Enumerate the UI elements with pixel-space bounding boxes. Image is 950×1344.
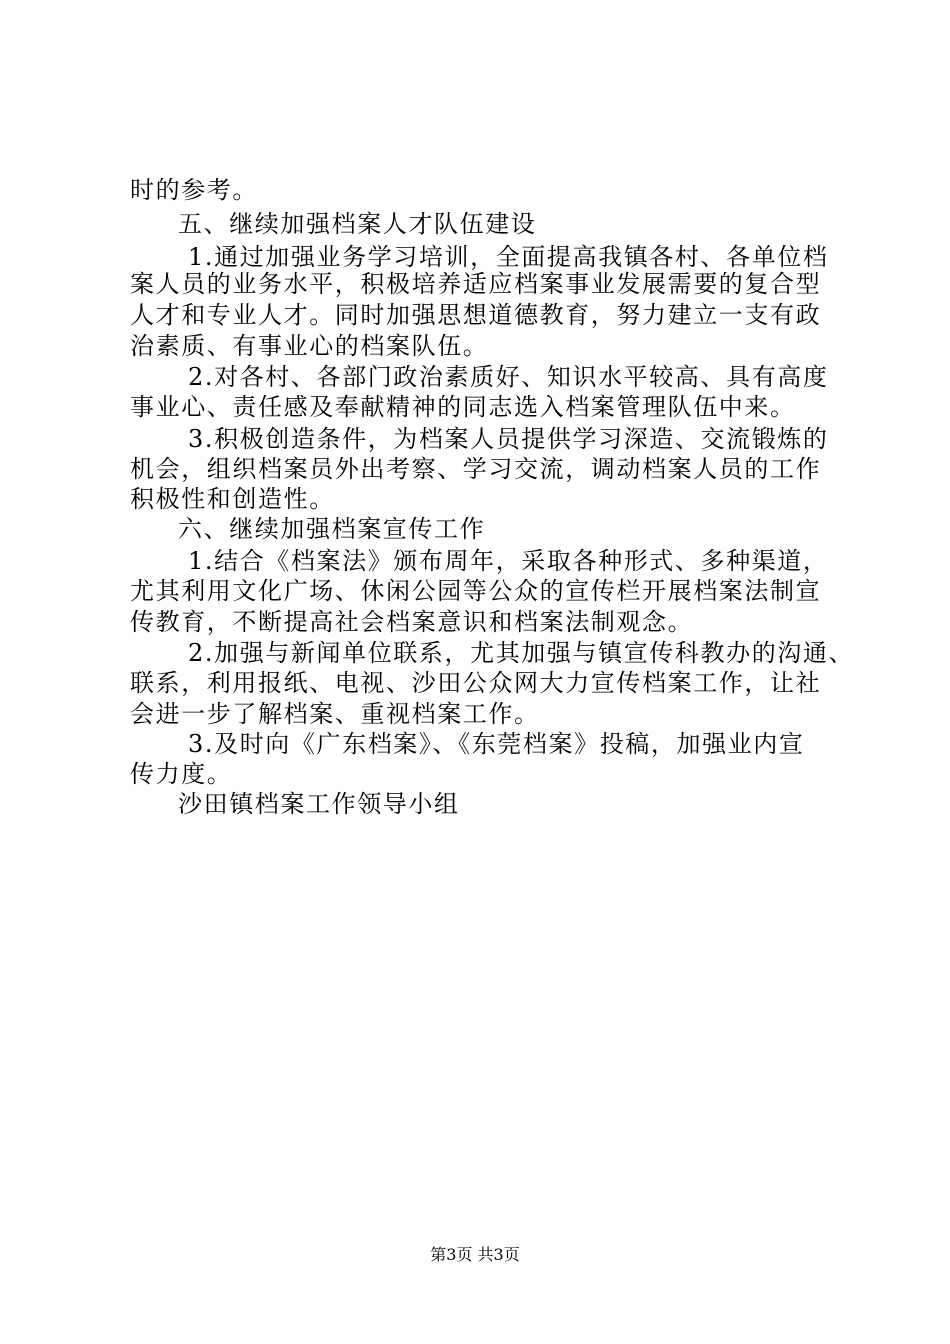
text-line: 积极性和创造性。 (130, 485, 335, 513)
text-line: 会进一步了解档案、重视档案工作。 (130, 700, 540, 728)
text-line: 3.及时向《广东档案》、《东莞档案》投稿，加强业内宣 (188, 730, 805, 758)
text-line: 机会，组织档案员外出考察、学习交流，调动档案人员的工作 (130, 455, 822, 483)
text-line: 尤其利用文化广场、休闲公园等公众的宣传栏开展档案法制宣 (130, 577, 822, 605)
text-line: 1.通过加强业务学习培训，全面提高我镇各村、各单位档 (188, 243, 829, 271)
text-line: 联系，利用报纸、电视、沙田公众网大力宣传档案工作，让社 (130, 669, 822, 697)
text-line: 2.加强与新闻单位联系，尤其加强与镇宣传科教办的沟通、 (188, 639, 855, 667)
text-line: 治素质、有事业心的档案队伍。 (130, 332, 489, 360)
text-line: 时的参考。 (130, 176, 258, 204)
text-line: 传力度。 (130, 760, 233, 788)
text-line: 1.结合《档案法》颁布周年，采取各种形式、多种渠道， (188, 547, 829, 575)
section-heading: 六、继续加强档案宣传工作 (178, 515, 486, 543)
text-line: 传教育，不断提高社会档案意识和档案法制观念。 (130, 608, 694, 636)
text-line: 2.对各村、各部门政治素质好、知识水平较高、具有高度 (188, 363, 829, 391)
signature-line: 沙田镇档案工作领导小组 (178, 790, 460, 818)
text-line: 事业心、责任感及奉献精神的同志选入档案管理队伍中来。 (130, 393, 796, 421)
page-footer: 第3页 共3页 (430, 1245, 520, 1264)
text-line: 案人员的业务水平，积极培养适应档案事业发展需要的复合型 (130, 270, 822, 298)
section-heading: 五、继续加强档案人才队伍建设 (178, 210, 537, 238)
text-line: 人才和专业人才。同时加强思想道德教育，努力建立一支有政 (130, 301, 822, 329)
text-line: 3.积极创造条件，为档案人员提供学习深造、交流锻炼的 (188, 425, 829, 453)
